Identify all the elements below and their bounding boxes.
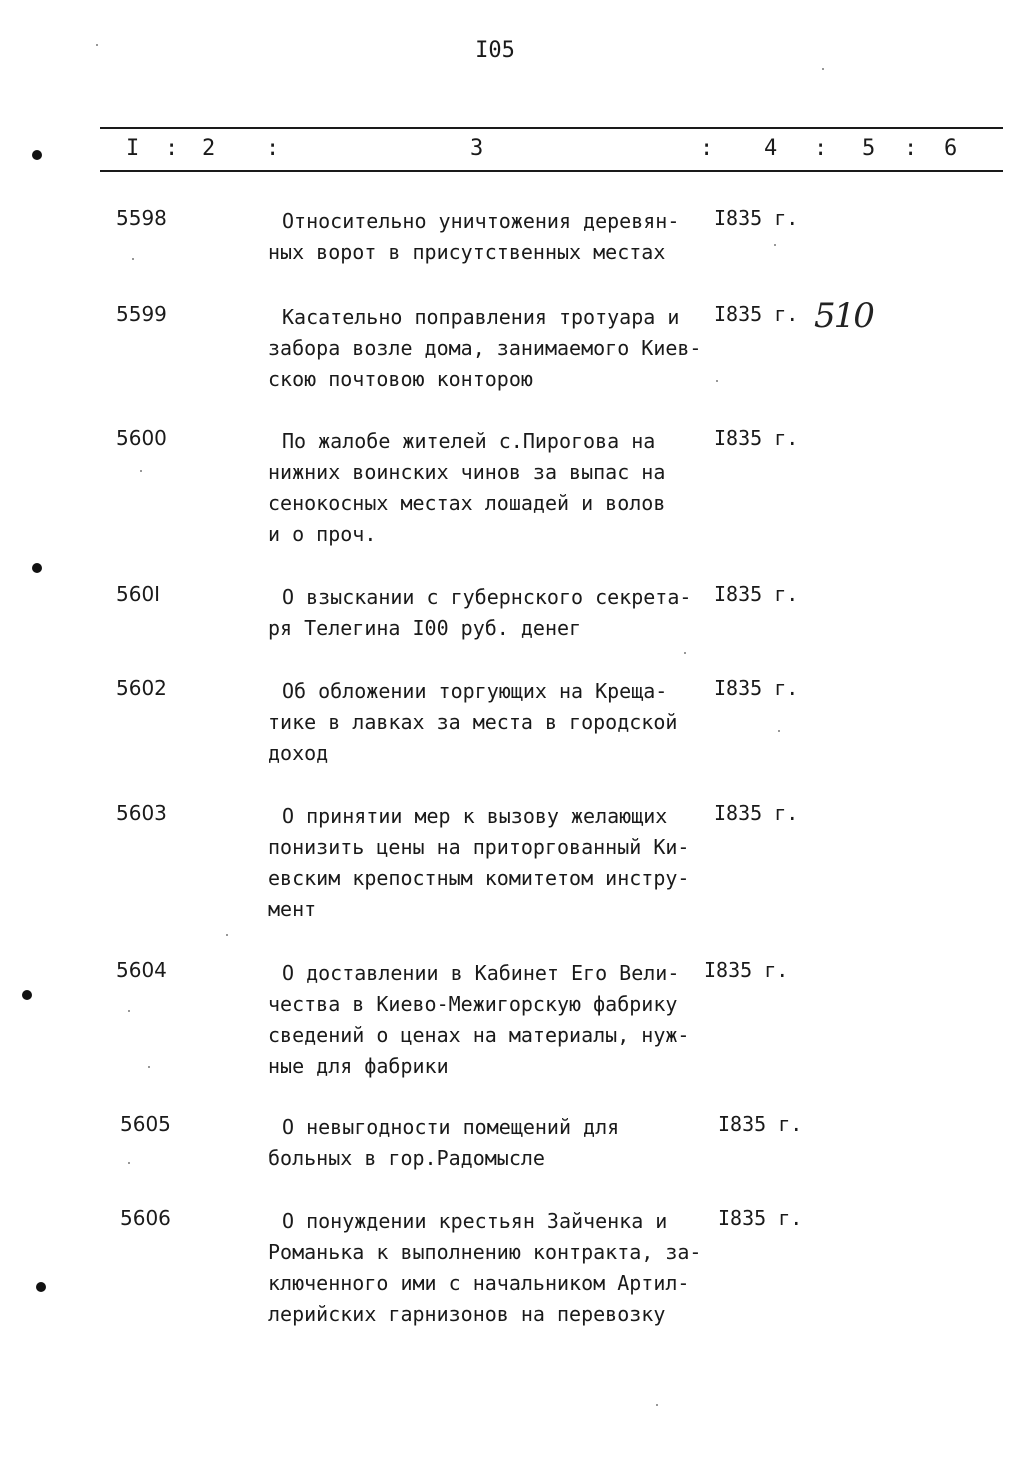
- scan-speck: [822, 68, 824, 70]
- entry-number: 5604: [116, 958, 167, 982]
- punch-hole-icon: [22, 990, 32, 1000]
- entry-number: 5600: [116, 426, 167, 450]
- entry-number: 560I: [116, 582, 161, 606]
- entry-year: I835 г.: [714, 801, 799, 825]
- entry-line: Романька к выполнению контракта, за-: [268, 1240, 702, 1264]
- entry-line: тике в лавках за места в городской: [268, 710, 678, 734]
- entry-line: больных в гор.Радомысле: [268, 1146, 545, 1170]
- entry-line: ключенного ими с начальником Артил-: [268, 1271, 690, 1295]
- punch-hole-icon: [32, 563, 42, 573]
- entry-year: I835 г.: [714, 676, 799, 700]
- column-header-6: 6: [944, 136, 958, 161]
- entry-line: О понуждении крестьян Зайченка и: [282, 1209, 668, 1233]
- entry-line: ных ворот в присутственных местах: [268, 240, 666, 264]
- header-rule-top: [100, 127, 1003, 129]
- entry-line: скою почтовою конторою: [268, 367, 533, 391]
- entry-line: евским крепостным комитетом инстру-: [268, 866, 690, 890]
- entry-number: 5602: [116, 676, 167, 700]
- entry-line: О доставлении в Кабинет Его Вели-: [282, 961, 680, 985]
- entry-line: нижних воинских чинов за выпас на: [268, 460, 666, 484]
- scan-speck: [128, 1010, 130, 1012]
- entry-year: I835 г.: [714, 582, 799, 606]
- entry-number: 5598: [116, 206, 167, 230]
- entry-line: чества в Киево-Межигорскую фабрику: [268, 992, 678, 1016]
- entry-line: и о проч.: [268, 522, 377, 546]
- scan-speck: [778, 730, 780, 732]
- entry-description: [268, 801, 738, 925]
- entry-description: [268, 1206, 738, 1330]
- entry-line: Касательно поправления тротуара и: [282, 305, 680, 329]
- entry-description: [268, 206, 738, 268]
- entry-description: [268, 582, 738, 644]
- entry-line: О принятии мер к вызову желающих: [282, 804, 668, 828]
- header-rule-bottom: [100, 170, 1003, 172]
- entry-line: понизить цены на приторгованный Ки-: [268, 835, 690, 859]
- scan-speck: [132, 258, 134, 260]
- column-header-separator: :: [904, 136, 918, 161]
- page-number: I05: [475, 38, 515, 63]
- scan-speck: [716, 380, 718, 382]
- entry-line: О взыскании с губернского секрета-: [282, 585, 692, 609]
- entry-number: 5606: [120, 1206, 171, 1230]
- column-header-3: 3: [470, 136, 484, 161]
- scan-speck: [656, 1404, 658, 1406]
- scan-speck: [684, 652, 686, 654]
- entry-number: 5605: [120, 1112, 171, 1136]
- entry-line: лерийских гарнизонов на перевозку: [268, 1302, 666, 1326]
- column-header-separator: :: [266, 136, 280, 161]
- entry-line: сенокосных местах лошадей и волов: [268, 491, 666, 515]
- column-header-separator: :: [165, 136, 179, 161]
- entry-line: сведений о ценах на материалы, нуж-: [268, 1023, 690, 1047]
- entry-line: Относительно уничтожения деревян-: [282, 209, 680, 233]
- scan-speck: [148, 1066, 150, 1068]
- entry-line: ря Телегина I00 руб. денег: [268, 616, 582, 640]
- column-header-separator: :: [814, 136, 828, 161]
- entry-year: I835 г.: [704, 958, 789, 982]
- entry-line: ные для фабрики: [268, 1054, 449, 1078]
- entry-year: I835 г.: [714, 426, 799, 450]
- entry-description: [268, 1112, 738, 1174]
- scan-speck: [774, 244, 776, 246]
- entry-number: 5599: [116, 302, 167, 326]
- column-header-2: 2: [202, 136, 216, 161]
- entry-number: 5603: [116, 801, 167, 825]
- scan-speck: [96, 44, 98, 46]
- column-header-separator: :: [700, 136, 714, 161]
- entry-year: I835 г.: [718, 1206, 803, 1230]
- entry-year: I835 г.: [718, 1112, 803, 1136]
- entry-line: мент: [268, 897, 317, 921]
- entry-line: Об обложении торгующих на Креща-: [282, 679, 668, 703]
- scan-speck: [226, 934, 228, 936]
- entry-line: забора возле дома, занимаемого Киев-: [268, 336, 702, 360]
- scan-speck: [140, 470, 142, 472]
- column-header-1: I: [126, 136, 140, 161]
- entry-description: [268, 958, 738, 1082]
- entry-year: I835 г.: [714, 302, 799, 326]
- entry-line: О невыгодности помещений для: [282, 1115, 620, 1139]
- entry-line: доход: [268, 741, 329, 765]
- scan-speck: [128, 1162, 130, 1164]
- entry-description: [268, 302, 738, 395]
- column-header-4: 4: [764, 136, 778, 161]
- entry-description: [268, 426, 738, 550]
- handwritten-note: 510: [814, 296, 873, 336]
- punch-hole-icon: [32, 150, 42, 160]
- entry-year: I835 г.: [714, 206, 799, 230]
- entry-line: По жалобе жителей с.Пирогова на: [282, 429, 656, 453]
- column-header-row: [0, 136, 1024, 166]
- punch-hole-icon: [36, 1282, 46, 1292]
- column-header-5: 5: [862, 136, 876, 161]
- entry-description: [268, 676, 738, 769]
